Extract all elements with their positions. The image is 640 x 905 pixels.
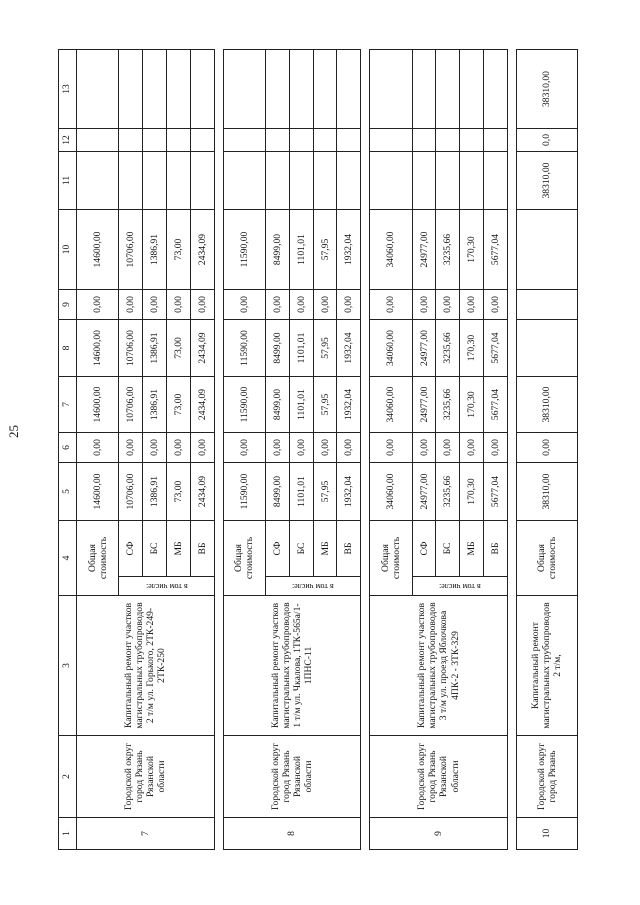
funding-value: 3235,66 [436,463,460,521]
funding-value: 170,30 [460,210,484,290]
funding-value [289,129,313,152]
funding-value: 5677,04 [484,463,508,521]
funding-value: 0,00 [119,433,143,463]
funding-source-code: ВБ [337,521,361,577]
funding-value: 24977,00 [412,320,436,377]
funding-value: 24977,00 [412,210,436,290]
funding-value [143,129,167,152]
total-value: 11590,00 [223,463,265,521]
total-value [77,50,119,129]
funding-value: 57,95 [313,210,337,290]
funding-value: 1386,91 [143,210,167,290]
spacer-cell [507,50,516,850]
spacer-cell [214,50,223,850]
total-value: 0,00 [370,290,412,320]
funding-value: 0,00 [289,290,313,320]
funding-value [266,129,290,152]
header-cell-1: 1 [59,818,77,850]
funding-value: 8499,00 [266,377,290,433]
header-cell-8: 8 [59,320,77,377]
funding-value [436,152,460,210]
funding-value: 3235,66 [436,210,460,290]
funding-value: 73,00 [167,463,191,521]
funding-value: 1101,01 [289,377,313,433]
municipality-name: Городской округ город Рязань Рязанской области [223,736,361,818]
total-value: 38310,00 [516,463,577,521]
funding-source-code: МБ [313,521,337,577]
funding-value [119,129,143,152]
funding-value: 0,00 [143,290,167,320]
project-row-total [223,50,265,850]
subtotal-label-cell [412,577,507,596]
page-number: 25 [6,425,21,438]
funding-value [289,152,313,210]
project-row-total [516,50,577,850]
funding-value: 1101,01 [289,210,313,290]
funding-value: 8499,00 [266,320,290,377]
funding-value: 57,95 [313,463,337,521]
total-value [516,210,577,290]
total-label: Общая стоимость [516,521,577,596]
header-cell-6: 6 [59,433,77,463]
header-cell-10: 10 [59,210,77,290]
funding-value [167,50,191,129]
total-value: 38310,00 [516,50,577,129]
funding-value [460,129,484,152]
total-value [223,152,265,210]
funding-value: 1932,04 [337,210,361,290]
spacer-row [507,50,516,850]
funding-value [167,129,191,152]
total-label: Общая стоимость [223,521,265,596]
spacer-cell [361,50,370,850]
project-name: Капитальный ремонт участков магистральных трубопроводов 1 т/м ул. Чкалова, 1ТК-565а/1-1ПНС-11 [223,596,361,736]
funding-value [484,152,508,210]
total-value: 11590,00 [223,377,265,433]
project-row-total [77,50,119,850]
total-value [370,129,412,152]
funding-value: 0,00 [190,433,214,463]
header-cell-9: 9 [59,290,77,320]
funding-value: 10706,00 [119,320,143,377]
funding-value [313,129,337,152]
funding-value [190,50,214,129]
funding-value [337,129,361,152]
funding-value: 1101,01 [289,463,313,521]
rotated-page [58,50,578,850]
funding-source-code: СФ [119,521,143,577]
municipality-name: Городской округ город Рязань Рязанской области [77,736,215,818]
subtotal-label-cell [119,577,214,596]
funding-source-code: ВБ [484,521,508,577]
spacer-row [361,50,370,850]
funding-value: 2434,09 [190,320,214,377]
total-value [77,152,119,210]
funding-value [143,50,167,129]
total-value: 14600,00 [77,210,119,290]
funding-value: 10706,00 [119,210,143,290]
funding-value: 5677,04 [484,320,508,377]
funding-value: 0,00 [167,433,191,463]
funding-value: 57,95 [313,320,337,377]
total-value: 0,00 [223,433,265,463]
total-value: 0,0 [516,129,577,152]
total-value [77,129,119,152]
funding-value: 0,00 [266,290,290,320]
funding-value [190,129,214,152]
project-number: 10 [516,818,577,850]
funding-value: 0,00 [143,433,167,463]
funding-value: 0,00 [313,433,337,463]
funding-value: 0,00 [167,290,191,320]
funding-value: 0,00 [460,433,484,463]
funding-value [484,129,508,152]
spacer-row [214,50,223,850]
funding-value [412,152,436,210]
funding-source-code: ВБ [190,521,214,577]
project-row-total [370,50,412,850]
funding-value: 2434,09 [190,210,214,290]
funding-source-code: СФ [412,521,436,577]
project-number: 7 [77,818,215,850]
funding-value: 0,00 [119,290,143,320]
funding-value: 3235,66 [436,320,460,377]
header-row [59,50,77,850]
header-cell-7: 7 [59,377,77,433]
funding-source-code: МБ [167,521,191,577]
funding-value [337,152,361,210]
subtotal-label-cell [266,577,361,596]
funding-value [436,129,460,152]
funding-value [143,152,167,210]
total-value [516,290,577,320]
funding-value: 8499,00 [266,210,290,290]
header-cell-13: 13 [59,50,77,129]
header-cell-12: 12 [59,129,77,152]
funding-value: 1932,04 [337,377,361,433]
funding-value: 1101,01 [289,320,313,377]
subtotal-label: в том числе: [292,581,334,591]
funding-value [266,50,290,129]
funding-value [337,50,361,129]
funding-value [190,152,214,210]
total-value: 11590,00 [223,320,265,377]
funding-value: 1932,04 [337,320,361,377]
funding-value: 0,00 [436,290,460,320]
funding-value: 1386,91 [143,463,167,521]
funding-value: 0,00 [337,290,361,320]
total-value: 14600,00 [77,320,119,377]
funding-value: 5677,04 [484,377,508,433]
header-cell-11: 11 [59,152,77,210]
total-value: 38310,00 [516,152,577,210]
total-value: 34060,00 [370,320,412,377]
municipality-name: Городской округ город Рязань [516,736,577,818]
total-value [370,152,412,210]
funding-value [119,152,143,210]
total-value: 11590,00 [223,210,265,290]
project-name: Капитальный ремонт участков магистральных трубопроводов 3 т/м ул. проезд Яблочкова 4ПК-2 - 3ТК-329 [370,596,508,736]
total-value: 0,00 [77,290,119,320]
funding-value: 2434,09 [190,463,214,521]
project-name: Капитальный ремонт магистральных трубопроводов 2 т/м, [516,596,577,736]
funding-value: 10706,00 [119,463,143,521]
subtotal-label: в том числе: [145,581,188,591]
total-value [223,129,265,152]
funding-value [484,50,508,129]
header-cell-5: 5 [59,463,77,521]
project-number: 8 [223,818,361,850]
total-value: 14600,00 [77,377,119,433]
funding-value [119,50,143,129]
funding-value: 0,00 [313,290,337,320]
funding-value: 1932,04 [337,463,361,521]
project-name: Капитальный ремонт участков магистральных трубопроводов 2 т/м ул. Горького, 2ТК-249-2ТК-250 [77,596,215,736]
total-label: Общая стоимость [77,521,119,596]
funding-value: 1386,91 [143,377,167,433]
funding-value: 73,00 [167,320,191,377]
funding-value [460,152,484,210]
funding-value: 170,30 [460,377,484,433]
total-value [223,50,265,129]
funding-value: 2434,09 [190,377,214,433]
total-value: 14600,00 [77,463,119,521]
total-value: 0,00 [516,433,577,463]
funding-value: 0,00 [484,433,508,463]
header-cell-2: 2 [59,736,77,818]
funding-value: 0,00 [289,433,313,463]
total-value [516,320,577,377]
funding-value [436,50,460,129]
total-value: 34060,00 [370,210,412,290]
total-label: Общая стоимость [370,521,412,596]
funding-value: 0,00 [460,290,484,320]
funding-value: 3235,66 [436,377,460,433]
funding-value: 0,00 [337,433,361,463]
total-value [370,50,412,129]
funding-value [266,152,290,210]
funding-source-code: МБ [460,521,484,577]
funding-value: 170,30 [460,320,484,377]
funding-value [412,129,436,152]
funding-value: 0,00 [436,433,460,463]
funding-value [313,152,337,210]
funding-value: 10706,00 [119,377,143,433]
funding-value: 0,00 [190,290,214,320]
funding-source-code: БС [143,521,167,577]
funding-source-code: СФ [266,521,290,577]
funding-value: 0,00 [266,433,290,463]
funding-source-code: БС [289,521,313,577]
total-value: 0,00 [77,433,119,463]
funding-value: 24977,00 [412,463,436,521]
funding-value: 73,00 [167,210,191,290]
header-cell-4: 4 [59,521,77,596]
funding-value [289,50,313,129]
funding-value [460,50,484,129]
funding-value: 5677,04 [484,210,508,290]
funding-value: 73,00 [167,377,191,433]
total-value: 38310,00 [516,377,577,433]
total-value: 34060,00 [370,463,412,521]
funding-value: 1386,91 [143,320,167,377]
header-cell-3: 3 [59,596,77,736]
funding-value: 0,00 [484,290,508,320]
total-value: 0,00 [370,433,412,463]
funding-value: 24977,00 [412,377,436,433]
funding-value: 8499,00 [266,463,290,521]
funding-value [412,50,436,129]
funding-value [313,50,337,129]
funding-value: 170,30 [460,463,484,521]
funding-value [167,152,191,210]
municipality-name: Городской округ город Рязань Рязанской области [370,736,508,818]
total-value: 0,00 [223,290,265,320]
project-number: 9 [370,818,508,850]
funding-source-code: БС [436,521,460,577]
cost-table [58,49,578,850]
funding-value: 0,00 [412,433,436,463]
total-value: 34060,00 [370,377,412,433]
subtotal-label: в том числе: [438,581,481,591]
funding-value: 57,95 [313,377,337,433]
funding-value: 0,00 [412,290,436,320]
